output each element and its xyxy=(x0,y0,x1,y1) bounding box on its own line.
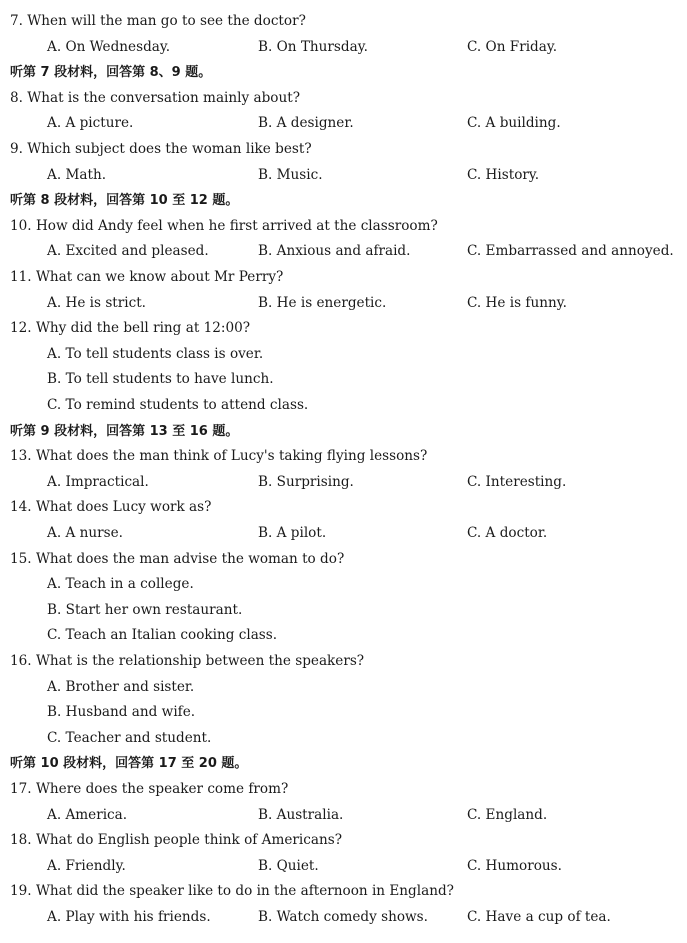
option-line xyxy=(0,623,687,649)
question-text: 17. Where does the speaker come from? xyxy=(10,781,289,797)
option-b: B. Music. xyxy=(258,166,323,183)
option-b: B. To tell students to have lunch. xyxy=(47,371,274,388)
option-a: A. A picture. xyxy=(47,115,134,132)
option-b: B. Watch comedy shows. xyxy=(258,909,428,925)
option-b: B. Anxious and afraid. xyxy=(258,243,411,260)
options-row xyxy=(0,239,687,265)
option-line xyxy=(0,572,687,598)
options-row xyxy=(0,291,687,317)
option-a: A. America. xyxy=(47,806,128,823)
option-a: A. Friendly. xyxy=(47,857,126,874)
options-row xyxy=(0,35,687,61)
option-b: B. Husband and wife. xyxy=(47,704,196,721)
options-row xyxy=(0,521,687,547)
section-heading: 听第 9 段材料，回答第 13 至 16 题。 xyxy=(10,423,239,439)
option-line xyxy=(0,367,687,393)
option-c: C. Embarrassed and annoyed. xyxy=(467,243,674,260)
option-c: C. To remind students to attend class. xyxy=(47,397,309,413)
option-b: B. A designer. xyxy=(258,115,354,132)
option-b: B. Australia. xyxy=(258,806,344,823)
option-a: A. A nurse. xyxy=(47,525,123,541)
option-line xyxy=(0,598,687,624)
question-line xyxy=(0,316,687,342)
option-a: A. Brother and sister. xyxy=(47,678,195,695)
question-line xyxy=(0,828,687,854)
option-c: C. Interesting. xyxy=(467,473,567,490)
question-text: 16. What is the relationship between the speakers? xyxy=(10,653,365,669)
section-instruction xyxy=(0,751,687,777)
option-a: A. Math. xyxy=(47,166,107,183)
question-line xyxy=(0,86,687,112)
question-text: 15. What does the man advise the woman to do? xyxy=(10,550,345,567)
option-c: C. England. xyxy=(467,806,548,823)
option-c: C. Teacher and student. xyxy=(47,729,212,746)
question-text: 11. What can we know about Mr Perry? xyxy=(10,269,284,285)
option-c: C. He is funny. xyxy=(467,294,567,311)
option-a: A. Play with his friends. xyxy=(47,909,211,925)
option-b: B. He is energetic. xyxy=(258,294,387,311)
option-line xyxy=(0,675,687,701)
section-instruction xyxy=(0,60,687,86)
option-b: B. Quiet. xyxy=(258,857,319,874)
option-line xyxy=(0,726,687,752)
option-c: C. A building. xyxy=(467,115,561,132)
section-heading: 听第 7 段材料，回答第 8、9 题。 xyxy=(10,65,212,81)
question-text: 13. What does the man think of Lucy's taking flying lessons? xyxy=(10,448,428,465)
question-line xyxy=(0,214,687,240)
option-a: A. Impractical. xyxy=(47,473,149,490)
options-row xyxy=(0,470,687,496)
section-heading: 听第 8 段材料，回答第 10 至 12 题。 xyxy=(10,193,239,209)
question-text: 7. When will the man go to see the doctor? xyxy=(10,13,306,29)
option-a: A. To tell students class is over. xyxy=(47,345,264,362)
option-a: A. He is strict. xyxy=(47,294,147,311)
question-line xyxy=(0,777,687,803)
question-text: 18. What do English people think of Americans? xyxy=(10,832,342,849)
question-line xyxy=(0,495,687,521)
question-line xyxy=(0,265,687,291)
question-text: 9. Which subject does the woman like best? xyxy=(10,141,312,157)
options-row xyxy=(0,163,687,189)
option-c: C. History. xyxy=(467,166,540,183)
options-row xyxy=(0,905,687,931)
question-line xyxy=(0,137,687,163)
section-heading: 听第 10 段材料，回答第 17 至 20 题。 xyxy=(10,756,248,772)
option-b: B. On Thursday. xyxy=(258,38,368,55)
question-line xyxy=(0,9,687,35)
question-text: 8. What is the conversation mainly about? xyxy=(10,89,301,106)
option-c: C. Have a cup of tea. xyxy=(467,909,611,925)
question-line xyxy=(0,649,687,675)
question-text: 19. What did the speaker like to do in the afternoon in England? xyxy=(10,883,454,900)
question-text: 10. How did Andy feel when he first arrived at the classroom? xyxy=(10,217,438,234)
option-a: A. Teach in a college. xyxy=(47,576,194,593)
question-line xyxy=(0,547,687,573)
option-c: C. Teach an Italian cooking class. xyxy=(47,627,278,644)
option-line xyxy=(0,393,687,419)
option-line xyxy=(0,342,687,368)
question-text: 12. Why did the bell ring at 12:00? xyxy=(10,320,251,337)
option-c: C. On Friday. xyxy=(467,38,558,55)
option-line xyxy=(0,700,687,726)
option-b: B. A pilot. xyxy=(258,525,327,541)
question-line xyxy=(0,444,687,470)
question-text: 14. What does Lucy work as? xyxy=(10,499,212,516)
option-b: B. Start her own restaurant. xyxy=(47,601,243,618)
option-b: B. Surprising. xyxy=(258,473,354,490)
option-a: A. Excited and pleased. xyxy=(47,243,209,260)
option-a: A. On Wednesday. xyxy=(47,38,171,55)
options-row xyxy=(0,111,687,137)
question-line xyxy=(0,879,687,905)
options-row xyxy=(0,854,687,880)
section-instruction xyxy=(0,188,687,214)
option-c: C. Humorous. xyxy=(467,857,562,874)
option-c: C. A doctor. xyxy=(467,525,548,541)
options-row xyxy=(0,803,687,829)
section-instruction xyxy=(0,419,687,445)
